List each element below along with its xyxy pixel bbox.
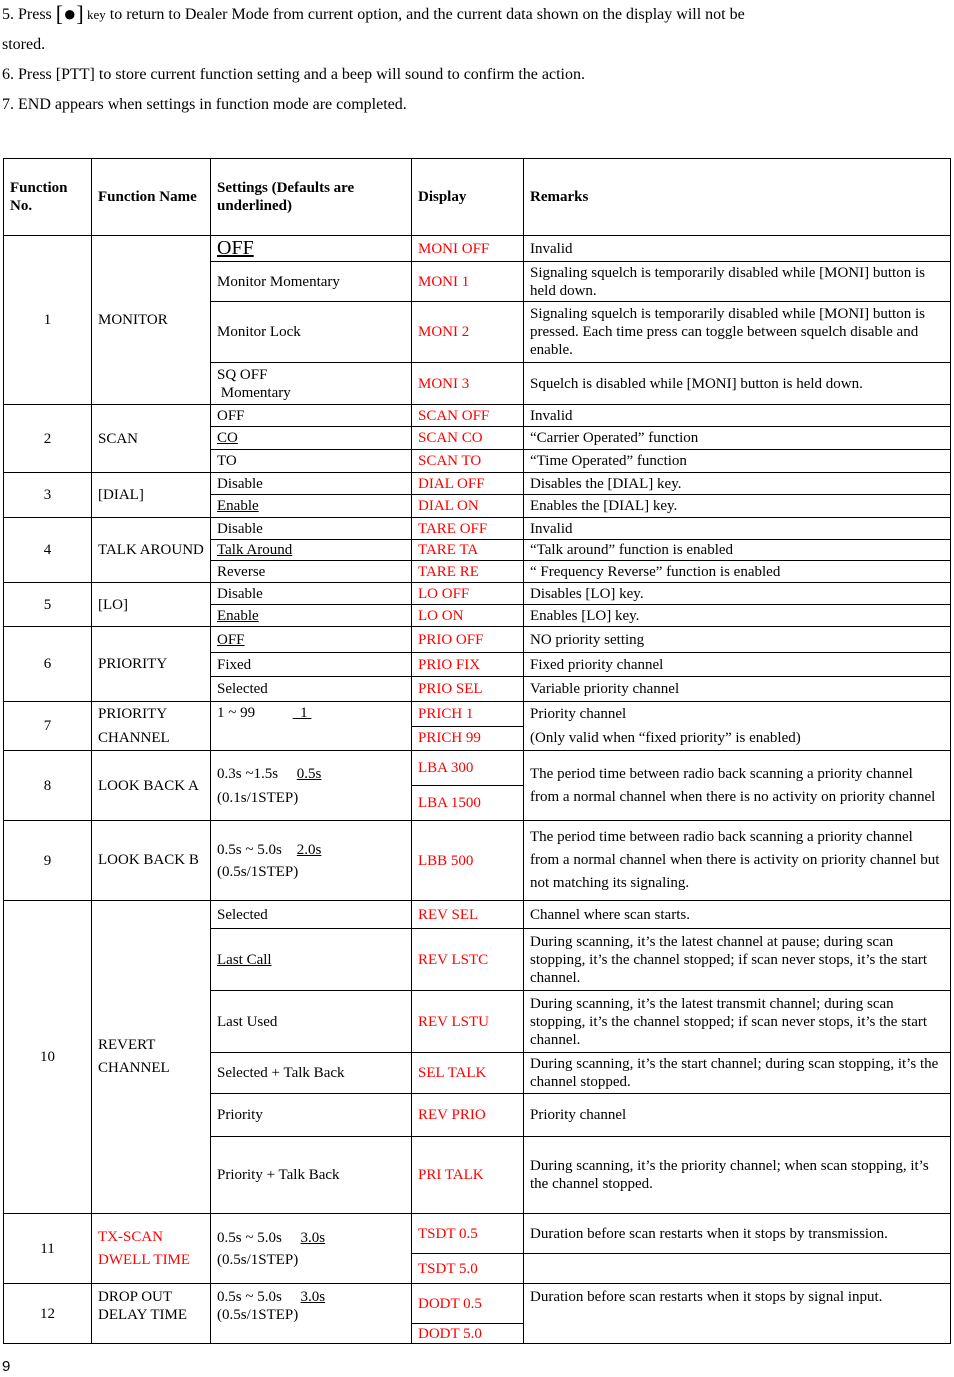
remark: The period time between radio back scanning a priority channel from a normal channel when there is activity on priority channel but not matching its signaling. xyxy=(524,821,951,901)
display-value: TSDT 5.0 xyxy=(412,1254,524,1284)
display-value: TARE OFF xyxy=(412,518,524,540)
setting: Talk Around xyxy=(211,540,412,561)
display-value: LBA 300 xyxy=(412,751,524,786)
function-no: 11 xyxy=(4,1214,92,1284)
display-value: PRIO OFF xyxy=(412,627,524,653)
function-no: 6 xyxy=(4,627,92,702)
display-value: PRI TALK xyxy=(412,1137,524,1214)
display-value: PRIO SEL xyxy=(412,677,524,702)
remark: NO priority setting xyxy=(524,627,951,653)
function-no: 9 xyxy=(4,821,92,901)
display-value: DIAL ON xyxy=(412,495,524,518)
display-value: LBA 1500 xyxy=(412,786,524,821)
display-value: SCAN OFF xyxy=(412,405,524,427)
function-no: 3 xyxy=(4,473,92,518)
function-no: 4 xyxy=(4,518,92,583)
intro-text xyxy=(2,0,952,120)
table-row xyxy=(4,518,951,540)
setting: Enable xyxy=(211,605,412,627)
setting: Last Used xyxy=(211,991,412,1053)
setting: TO xyxy=(211,450,412,473)
setting: CO xyxy=(211,427,412,450)
function-table xyxy=(3,158,951,1344)
remark: Priority channel xyxy=(524,1094,951,1137)
setting: Monitor Momentary xyxy=(211,262,412,302)
function-name: [DIAL] xyxy=(92,473,211,518)
setting: Priority xyxy=(211,1094,412,1137)
setting: SQ OFF Momentary xyxy=(211,363,412,405)
step-7: 7. END appears when settings in function mode are completed. xyxy=(2,96,407,113)
display-value: MONI 2 xyxy=(412,302,524,363)
remark: “ Frequency Reverse” function is enabled xyxy=(524,561,951,583)
function-name: LOOK BACK B xyxy=(92,821,211,901)
setting: Disable xyxy=(211,518,412,540)
function-name: MONITOR xyxy=(92,236,211,405)
setting: 1 ~ 99 1 xyxy=(211,702,412,751)
remark: Priority channel (Only valid when “fixed priority” is enabled) xyxy=(524,702,951,751)
remark: Variable priority channel xyxy=(524,677,951,702)
remark: The period time between radio back scanning a priority channel from a normal channel when there is no activity on priority channel xyxy=(524,751,951,821)
table-row xyxy=(4,751,951,786)
header-display: Display xyxy=(412,159,524,236)
function-no: 12 xyxy=(4,1284,92,1344)
remark: Invalid xyxy=(524,405,951,427)
function-name: PRIORITY CHANNEL xyxy=(92,702,211,751)
function-name: REVERT CHANNEL xyxy=(92,901,211,1214)
remark: “Time Operated” function xyxy=(524,450,951,473)
function-name: LOOK BACK A xyxy=(92,751,211,821)
setting: OFF xyxy=(211,405,412,427)
remark: Signaling squelch is temporarily disabled while [MONI] button is pressed. Each time press can toggle between squelch disable and enable. xyxy=(524,302,951,363)
table-row xyxy=(4,583,951,605)
remark: During scanning, it’s the latest transmit channel; during scan stopping, it’s the channel stopped; if scan never stops, it’s the start channel. xyxy=(524,991,951,1053)
remark: During scanning, it’s the priority channel; when scan stopping, it’s the channel stopped. xyxy=(524,1137,951,1214)
remark: “Carrier Operated” function xyxy=(524,427,951,450)
setting: Last Call xyxy=(211,929,412,991)
display-value: PRICH 99 xyxy=(412,726,524,751)
setting: Fixed xyxy=(211,653,412,677)
remark: Invalid xyxy=(524,518,951,540)
function-no: 5 xyxy=(4,583,92,627)
setting: OFF xyxy=(211,627,412,653)
display-value: REV PRIO xyxy=(412,1094,524,1137)
remark: Invalid xyxy=(524,236,951,262)
setting: Reverse xyxy=(211,561,412,583)
table-row xyxy=(4,473,951,495)
circle-key-icon: ● xyxy=(63,1,77,26)
remark-empty xyxy=(524,1254,951,1284)
function-name: TX-SCAN DWELL TIME xyxy=(92,1214,211,1284)
header-remarks: Remarks xyxy=(524,159,951,236)
display-value: SCAN TO xyxy=(412,450,524,473)
display-value: LO ON xyxy=(412,605,524,627)
display-value: TARE RE xyxy=(412,561,524,583)
function-no: 7 xyxy=(4,702,92,751)
display-value: DODT 0.5 xyxy=(412,1284,524,1324)
function-no: 8 xyxy=(4,751,92,821)
display-value: PRIO FIX xyxy=(412,653,524,677)
setting: Selected xyxy=(211,677,412,702)
remark: Fixed priority channel xyxy=(524,653,951,677)
table-row xyxy=(4,901,951,929)
display-value: SCAN CO xyxy=(412,427,524,450)
remark: Enables [LO] key. xyxy=(524,605,951,627)
table-row xyxy=(4,236,951,262)
setting: 0.3s ~1.5s 0.5s (0.1s/1STEP) xyxy=(211,751,412,821)
remark: Disables the [DIAL] key. xyxy=(524,473,951,495)
function-name: SCAN xyxy=(92,405,211,473)
setting: 0.5s ~ 5.0s 3.0s (0.5s/1STEP) xyxy=(211,1214,412,1284)
display-value: LO OFF xyxy=(412,583,524,605)
header-function-no: Function No. xyxy=(4,159,92,236)
table-row xyxy=(4,627,951,653)
table-row xyxy=(4,821,951,901)
remark: Channel where scan starts. xyxy=(524,901,951,929)
remark: Signaling squelch is temporarily disabled while [MONI] button is held down. xyxy=(524,262,951,302)
setting: Selected xyxy=(211,901,412,929)
setting: Enable xyxy=(211,495,412,518)
function-name: [LO] xyxy=(92,583,211,627)
display-value: REV LSTU xyxy=(412,991,524,1053)
function-no: 10 xyxy=(4,901,92,1214)
display-value: MONI 1 xyxy=(412,262,524,302)
display-value: DIAL OFF xyxy=(412,473,524,495)
table-row xyxy=(4,702,951,727)
step-6: 6. Press [PTT] to store current function setting and a beep will sound to confirm the action. xyxy=(2,66,585,83)
display-value: MONI 3 xyxy=(412,363,524,405)
display-value: LBB 500 xyxy=(412,821,524,901)
setting: 0.5s ~ 5.0s 2.0s (0.5s/1STEP) xyxy=(211,821,412,901)
function-name: PRIORITY xyxy=(92,627,211,702)
display-value: SEL TALK xyxy=(412,1053,524,1094)
function-no: 2 xyxy=(4,405,92,473)
setting: Priority + Talk Back xyxy=(211,1137,412,1214)
header-function-name: Function Name xyxy=(92,159,211,236)
display-value: MONI OFF xyxy=(412,236,524,262)
remark: “Talk around” function is enabled xyxy=(524,540,951,561)
display-value: TSDT 0.5 xyxy=(412,1214,524,1254)
display-value: TARE TA xyxy=(412,540,524,561)
remark: During scanning, it’s the start channel; during scan stopping, it’s the channel stopped. xyxy=(524,1053,951,1094)
remark: Enables the [DIAL] key. xyxy=(524,495,951,518)
table-row xyxy=(4,1284,951,1324)
step-5: 5. Press [●] key to return to Dealer Mode from current option, and the current data shown on the display will not be xyxy=(2,1,745,26)
remark: Squelch is disabled while [MONI] button is held down. xyxy=(524,363,951,405)
display-value: PRICH 1 xyxy=(412,702,524,727)
setting: Disable xyxy=(211,583,412,605)
function-name: DROP OUT DELAY TIME xyxy=(92,1284,211,1344)
setting: Selected + Talk Back xyxy=(211,1053,412,1094)
remark: Duration before scan restarts when it stops by transmission. xyxy=(524,1214,951,1254)
remark: Disables [LO] key. xyxy=(524,583,951,605)
remark: Duration before scan restarts when it stops by signal input. xyxy=(524,1284,951,1344)
display-value: REV SEL xyxy=(412,901,524,929)
page-number: 9 xyxy=(2,1358,11,1375)
display-value: REV LSTC xyxy=(412,929,524,991)
header-settings: Settings (Defaults are underlined) xyxy=(211,159,412,236)
function-name: TALK AROUND xyxy=(92,518,211,583)
setting: Monitor Lock xyxy=(211,302,412,363)
remark: During scanning, it’s the latest channel at pause; during scan stopping, it’s the channel stopped; if scan never stops, it’s the start channel. xyxy=(524,929,951,991)
header-row xyxy=(4,159,951,236)
setting: Disable xyxy=(211,473,412,495)
table-row xyxy=(4,1214,951,1254)
setting: OFF xyxy=(211,236,412,262)
function-no: 1 xyxy=(4,236,92,405)
setting: 0.5s ~ 5.0s 3.0s (0.5s/1STEP) xyxy=(211,1284,412,1344)
table-row xyxy=(4,405,951,427)
display-value: DODT 5.0 xyxy=(412,1324,524,1344)
step-5-cont: stored. xyxy=(2,36,46,53)
